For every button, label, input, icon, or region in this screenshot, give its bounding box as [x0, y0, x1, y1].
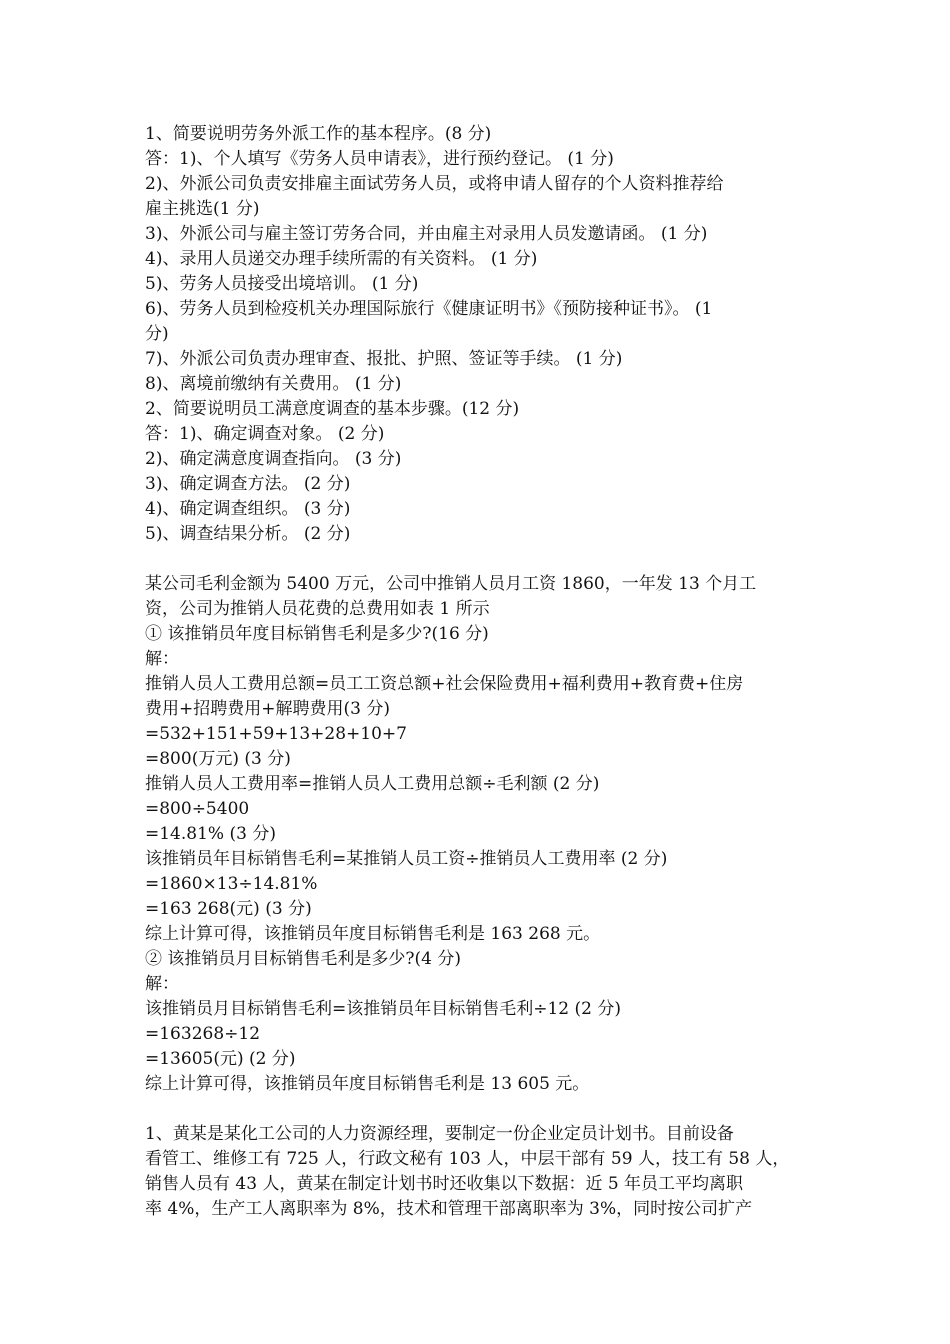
- case-text-line: 看管工、维修工有 725 人，行政文秘有 103 人，中层干部有 59 人，技工有 58 人，: [145, 1149, 790, 1169]
- answer-line: 5)、调查结果分析。 (2 分): [145, 524, 351, 544]
- answer-line: 6)、劳务人员到检疫机关办理国际旅行《健康证明书》《预防接种证书》。 (1: [145, 299, 713, 319]
- answer-line: 答：1)、个人填写《劳务人员申请表》，进行预约登记。 (1 分): [145, 149, 614, 169]
- problem-statement-line: 资，公司为推销人员花费的总费用如表 1 所示: [145, 599, 490, 619]
- sub-question-annual-title: ① 该推销员年度目标销售毛利是多少?(16 分): [145, 624, 489, 644]
- calculation-line: 推销人员人工费用总额=员工工资总额+社会保险费用+福利费用+教育费+住房: [145, 674, 744, 694]
- case-text-line: 率 4%，生产工人离职率为 8%，技术和管理干部离职率为 3%，同时按公司扩产: [145, 1199, 753, 1219]
- calculation-line: =800(万元) (3 分): [145, 749, 291, 769]
- document-body: [145, 122, 825, 1222]
- solution-label: 解：: [145, 974, 179, 994]
- paragraph-gap: [145, 547, 825, 572]
- question-labor-dispatch-title: 1、简要说明劳务外派工作的基本程序。(8 分): [145, 124, 492, 144]
- solution-label: 解：: [145, 649, 179, 669]
- answer-line: 8)、离境前缴纳有关费用。 (1 分): [145, 374, 402, 394]
- answer-line: 7)、外派公司负责办理审查、报批、护照、签证等手续。 (1 分): [145, 349, 623, 369]
- answer-line: 3)、外派公司与雇主签订劳务合同，并由雇主对录用人员发邀请函。 (1 分): [145, 224, 708, 244]
- conclusion-line: 综上计算可得，该推销员年度目标销售毛利是 163 268 元。: [145, 924, 601, 944]
- sub-question-monthly-title: ② 该推销员月目标销售毛利是多少?(4 分): [145, 949, 462, 969]
- calculation-line: =163268÷12: [145, 1024, 261, 1044]
- conclusion-line: 综上计算可得，该推销员年度目标销售毛利是 13 605 元。: [145, 1074, 590, 1094]
- section-staffing-plan-case: [145, 1122, 825, 1222]
- calculation-line: =163 268(元) (3 分): [145, 899, 312, 919]
- answer-line: 分): [145, 324, 169, 344]
- paragraph-gap: [145, 1097, 825, 1122]
- answer-line: 4)、录用人员递交办理手续所需的有关资料。 (1 分): [145, 249, 538, 269]
- answer-line: 5)、劳务人员接受出境培训。 (1 分): [145, 274, 419, 294]
- case-text-line: 销售人员有 43 人，黄某在制定计划书时还收集以下数据：近 5 年员工平均离职: [145, 1174, 744, 1194]
- case-text-line: 1、黄某是某化工公司的人力资源经理，要制定一份企业定员计划书。目前设备: [145, 1124, 734, 1144]
- calculation-line: 该推销员年目标销售毛利=某推销人员工资÷推销员人工费用率 (2 分): [145, 849, 668, 869]
- answer-line: 3)、确定调查方法。 (2 分): [145, 474, 351, 494]
- calculation-line: 推销人员人工费用率=推销人员人工费用总额÷毛利额 (2 分): [145, 774, 600, 794]
- calculation-line: =800÷5400: [145, 799, 250, 819]
- answer-line: 2)、外派公司负责安排雇主面试劳务人员，或将申请人留存的个人资料推荐给: [145, 174, 724, 194]
- calculation-line: =1860×13÷14.81%: [145, 874, 318, 894]
- calculation-line: =14.81% (3 分): [145, 824, 276, 844]
- answer-line: 雇主挑选(1 分): [145, 199, 260, 219]
- answer-line: 4)、确定调查组织。 (3 分): [145, 499, 351, 519]
- answer-line: 答：1)、确定调查对象。 (2 分): [145, 424, 385, 444]
- section-sales-gross-profit-calculation: [145, 572, 825, 1097]
- question-satisfaction-survey-title: 2、简要说明员工满意度调查的基本步骤。(12 分): [145, 399, 520, 419]
- section-labor-dispatch-and-satisfaction: [145, 122, 825, 547]
- answer-line: 2)、确定满意度调查指向。 (3 分): [145, 449, 402, 469]
- problem-statement-line: 某公司毛利金额为 5400 万元，公司中推销人员月工资 1860，一年发 13 个月工: [145, 574, 757, 594]
- calculation-line: =13605(元) (2 分): [145, 1049, 296, 1069]
- calculation-line: 该推销员月目标销售毛利=该推销员年目标销售毛利÷12 (2 分): [145, 999, 622, 1019]
- calculation-line: 费用+招聘费用+解聘费用(3 分): [145, 699, 390, 719]
- calculation-line: =532+151+59+13+28+10+7: [145, 724, 407, 744]
